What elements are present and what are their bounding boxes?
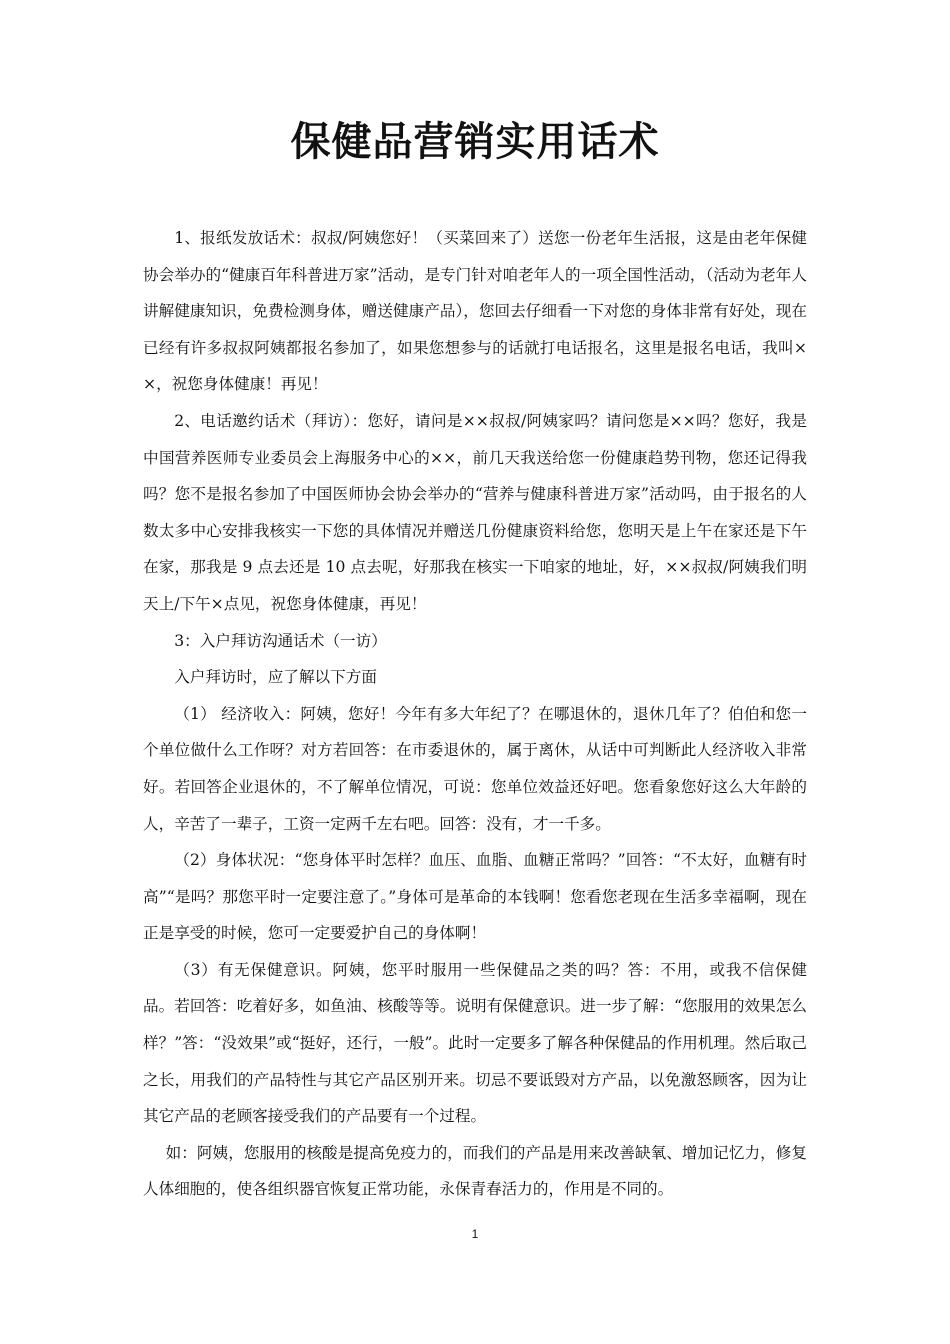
paragraph-economic-income: （1） 经济收入：阿姨，您好！今年有多大年纪了？在哪退休的，退休几年了？伯伯和您一个单位做什么工作呀？对方若回答：在市委退休的，属于离休，从话中可判断此人经济收入非常好。若回答企业退休的，不了解单位情况，可说：您单位效益还好吧。您看象您好这么大年龄的人，辛苦了一辈子，工资一定两千左右吧。回答：没有，才一千多。 xyxy=(143,704,807,833)
paragraph-health-status: （2）身体状况：“您身体平时怎样？血压、血脂、血糖正常吗？”回答：“不太好，血糖有时高”“是吗？那您平时一定要注意了。”身体可是革命的本钱啊！您看您老现在生活多幸福啊，现在正是享受的时候，您可一定要爱护自己的身体啊！ xyxy=(143,851,807,943)
paragraph-example: 如：阿姨，您服用的核酸是提高免疫力的，而我们的产品是用来改善缺氧、增加记忆力，修复人体细胞的，使各组织器官恢复正常功能，永保青春活力的，作用是不同的。 xyxy=(143,1143,807,1199)
page-number: 1 xyxy=(471,1227,479,1241)
paragraph-phone-invitation-script: 2、电话邀约话术（拜访）：您好，请问是××叔叔/阿姨家吗？请问您是××吗？您好，我是中国营养医师专业委员会上海服务中心的××，前几天我送给您一份健康趋势刊物，您还记得我吗？您不是报名参加了中国医师协会协会举办的“营养与健康科普进万家”活动吗，由于报名的人数太多中心安排我核实一下您的具体情况并赠送几份健康资料给您，您明天是上午在家还是下午在家，那我是 9 点去还是 10 点去呢，好那我在核实一下咱家的地址，好，××叔叔/阿姨我们明天上/下午×点见，祝您身体健康，再见！ xyxy=(143,411,807,613)
paragraph-home-visit-intro: 入户拜访时，应了解以下方面 xyxy=(174,668,377,687)
document-body xyxy=(143,220,807,1208)
paragraph-newspaper-script: 1、报纸发放话术：叔叔/阿姨您好！（买菜回来了）送您一份老年生活报，这是由老年保健协会举办的“健康百年科普进万家”活动，是专门针对咱老年人的一项全国性活动，（活动为老年人讲解健康知识，免费检测身体，赠送健康产品），您回去仔细看一下对您的身体非常有好处，现在已经有许多叔叔阿姨都报名参加了，如果您想参与的话就打电话报名，这里是报名电话，我叫××，祝您身体健康！再见！ xyxy=(143,229,807,394)
paragraph-health-awareness: （3）有无保健意识。阿姨，您平时服用一些保健品之类的吗？答：不用，或我不信保健品。若回答：吃着好多，如鱼油、核酸等等。说明有保健意识。进一步了解：“您服用的效果怎么样？”答：“没效果”或“挺好，还行，一般”。此时一定要多了解各种保健品的作用机理。然后取己之长，用我们的产品特性与其它产品区别开来。切忌不要诋毁对方产品，以免激怒顾客，因为让其它产品的老顾客接受我们的产品要有一个过程。 xyxy=(143,960,807,1126)
paragraph-home-visit-heading: 3：入户拜访沟通话术（一访） xyxy=(174,631,387,650)
page-title: 保健品营销实用话术 xyxy=(290,118,660,165)
